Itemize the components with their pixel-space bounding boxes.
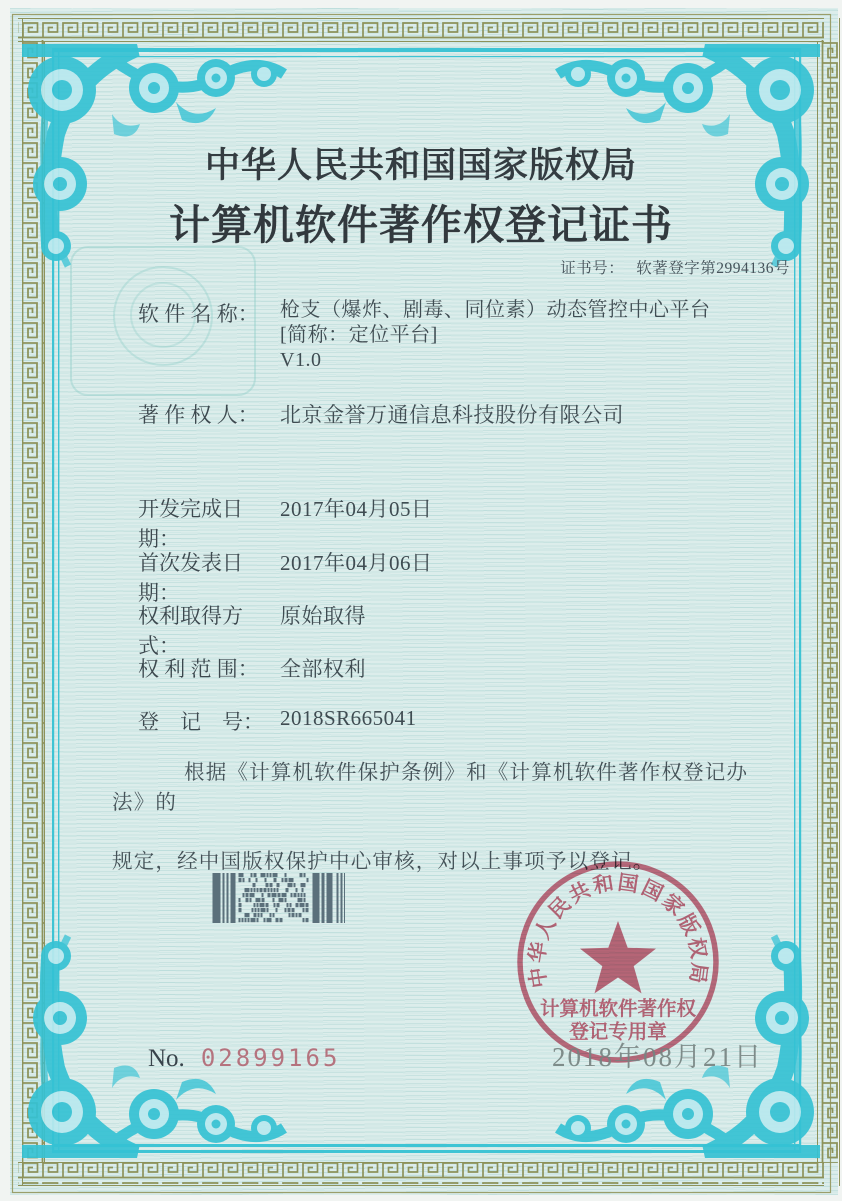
- field-dev-complete-date: [138, 493, 433, 553]
- software-name-line3: V1.0: [280, 349, 322, 371]
- field-label: 软 件 名 称：: [138, 302, 259, 326]
- certificate-number: [560, 256, 790, 278]
- statement-line1: 根据《计算机软件保护条例》和《计算机软件著作权登记办法》的: [112, 762, 749, 814]
- certificate-title: 计算机软件著作权登记证书: [169, 202, 673, 248]
- seal-inner-line2: 登记专用章: [569, 1021, 667, 1043]
- field-rights-acquisition: [138, 600, 366, 660]
- seal-ring-text: 中华人民共和国国家版权局: [525, 871, 711, 990]
- seal-date: 2018年08月21日: [552, 1042, 763, 1072]
- statement-line2: 规定，经中国版权保护中心审核，对以上事项予以登记。: [112, 851, 655, 873]
- field-value: 2017年04月05日: [280, 497, 433, 521]
- serial-value: 02899165: [200, 1044, 341, 1072]
- field-software-name: [138, 298, 711, 373]
- field-label: 登 记 号：: [138, 710, 264, 734]
- software-name-line2: [简称：定位平台]: [280, 324, 438, 346]
- issuer-title: 中华人民共和国国家版权局: [204, 146, 637, 185]
- software-name-line1: 枪支（爆炸、剧毒、同位素）动态管控中心平台: [280, 299, 711, 321]
- field-value: [280, 298, 711, 373]
- field-label: 首次发表日期：: [138, 551, 243, 605]
- certificate-number-label: 证书号：: [560, 260, 625, 277]
- field-label: 著 作 权 人：: [138, 403, 259, 427]
- field-rights-scope: [138, 653, 366, 683]
- field-value: 原始取得: [280, 604, 366, 628]
- field-value: 北京金誉万通信息科技股份有限公司: [280, 403, 624, 427]
- field-label: 权利取得方式：: [138, 604, 243, 658]
- field-registration-no: [138, 706, 417, 736]
- field-label: 权 利 范 围：: [138, 657, 259, 681]
- serial-label: No.: [148, 1045, 185, 1072]
- field-value: 全部权利: [280, 657, 366, 681]
- star-icon: [580, 921, 656, 993]
- field-first-publish-date: [138, 547, 433, 607]
- seal-inner-line1: 计算机软件著作权: [539, 998, 697, 1020]
- field-value: 2017年04月06日: [280, 551, 433, 575]
- certificate-number-value: 软著登字第2994136号: [636, 260, 790, 277]
- field-label: 开发完成日期：: [138, 497, 243, 551]
- serial-number: [148, 1044, 340, 1073]
- field-value: 2018SR665041: [280, 706, 417, 730]
- barcode-icon: [195, 873, 365, 923]
- field-copyright-owner: [138, 399, 624, 429]
